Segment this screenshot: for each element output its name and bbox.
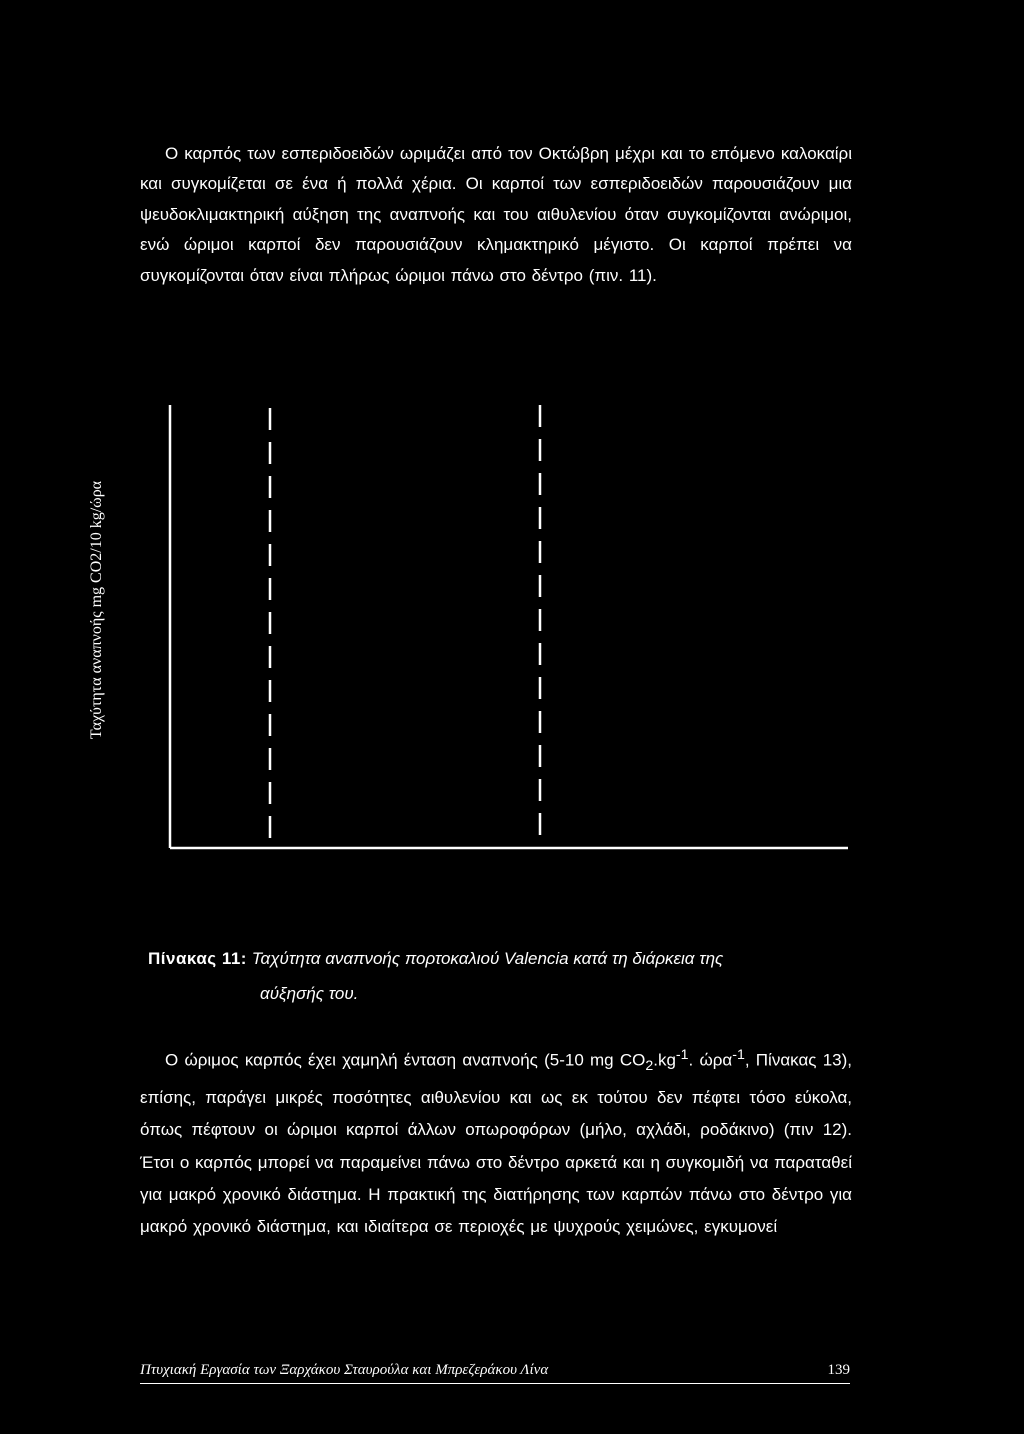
intro-paragraph: Ο καρπός των εσπεριδοειδών ωριμάζει από τον Οκτώβρη μέχρι και το επόμενο καλοκαίρι και συγκομίζεται σε ένα ή πολλά χέρια. Οι καρποί των εσπεριδοειδών παρουσιάζουν μια ψευδοκλιμακτηρική αύξηση της αναπνοής και του αιθυλενίου όταν συγκομίζονται ανώριμοι, ενώ ώριμοι καρποί δεν παρουσιάζουν κλημακτηρικό μέγιστο. Οι καρποί πρέπει να συγκομίζονται όταν είναι πλήρως ώριμοι πάνω στο δέντρο (πιν. 11). — [140, 144, 852, 285]
figure-caption — [148, 941, 858, 1011]
page-footer — [140, 1362, 850, 1388]
body-superscript-1: -1 — [675, 1047, 689, 1063]
body-text-part1: Ο ώριμος καρπός έχει χαμηλή ένταση αναπνοής (5-10 mg CO — [165, 1050, 646, 1070]
body-subscript: 2 — [645, 1058, 654, 1075]
page-number: 139 — [827, 1362, 850, 1378]
body-text-part4: , Πίνακας 13), επίσης, παράγει μικρές ποσότητες αιθυλενίου και ως εκ τούτου δεν πέφτει τόσο εύκολα, όπως πέφτουν οι ώριμοι καρποί άλλων οπωροφόρων (μήλο, αχλάδι, ροδάκινο) (πιν 12). Έτσι ο καρπός μπορεί να παραμείνει πάνω στο δέντρο αρκετά και η συγκομιδή να παραταθεί για μακρό χρονικό διάστημα. Η πρακτική της διατήρησης των καρπών πάνω στο δέντρο για μακρό χρονικό διάστημα, και ιδιαίτερα σε περιοχές με ψυχρούς χειμώνες, εγκυμονεί — [140, 1050, 852, 1237]
footer-rule — [140, 1383, 850, 1384]
body-paragraph — [140, 1039, 852, 1243]
caption-lead: Πίνακας 11: — [148, 949, 247, 968]
body-text-part3: . ώρα — [688, 1050, 733, 1070]
footer-text: Πτυχιακή Εργασία των Ξαρχάκου Σταυρούλα και Μπρεζεράκου Λίνα — [140, 1362, 549, 1378]
caption-continuation: αύξησής του. — [260, 984, 359, 1003]
figure-chart-frame — [0, 395, 1024, 865]
caption-text: Ταχύτητα αναπνοής πορτοκαλιού Valencia κατά τη διάρκεια της — [251, 949, 724, 968]
figure-y-axis-label: Ταχύτητα αναπνοής mg CO2/10 kg/ώρα — [88, 480, 105, 740]
body-text-part2: .kg — [653, 1050, 676, 1070]
body-superscript-2: -1 — [732, 1047, 745, 1063]
